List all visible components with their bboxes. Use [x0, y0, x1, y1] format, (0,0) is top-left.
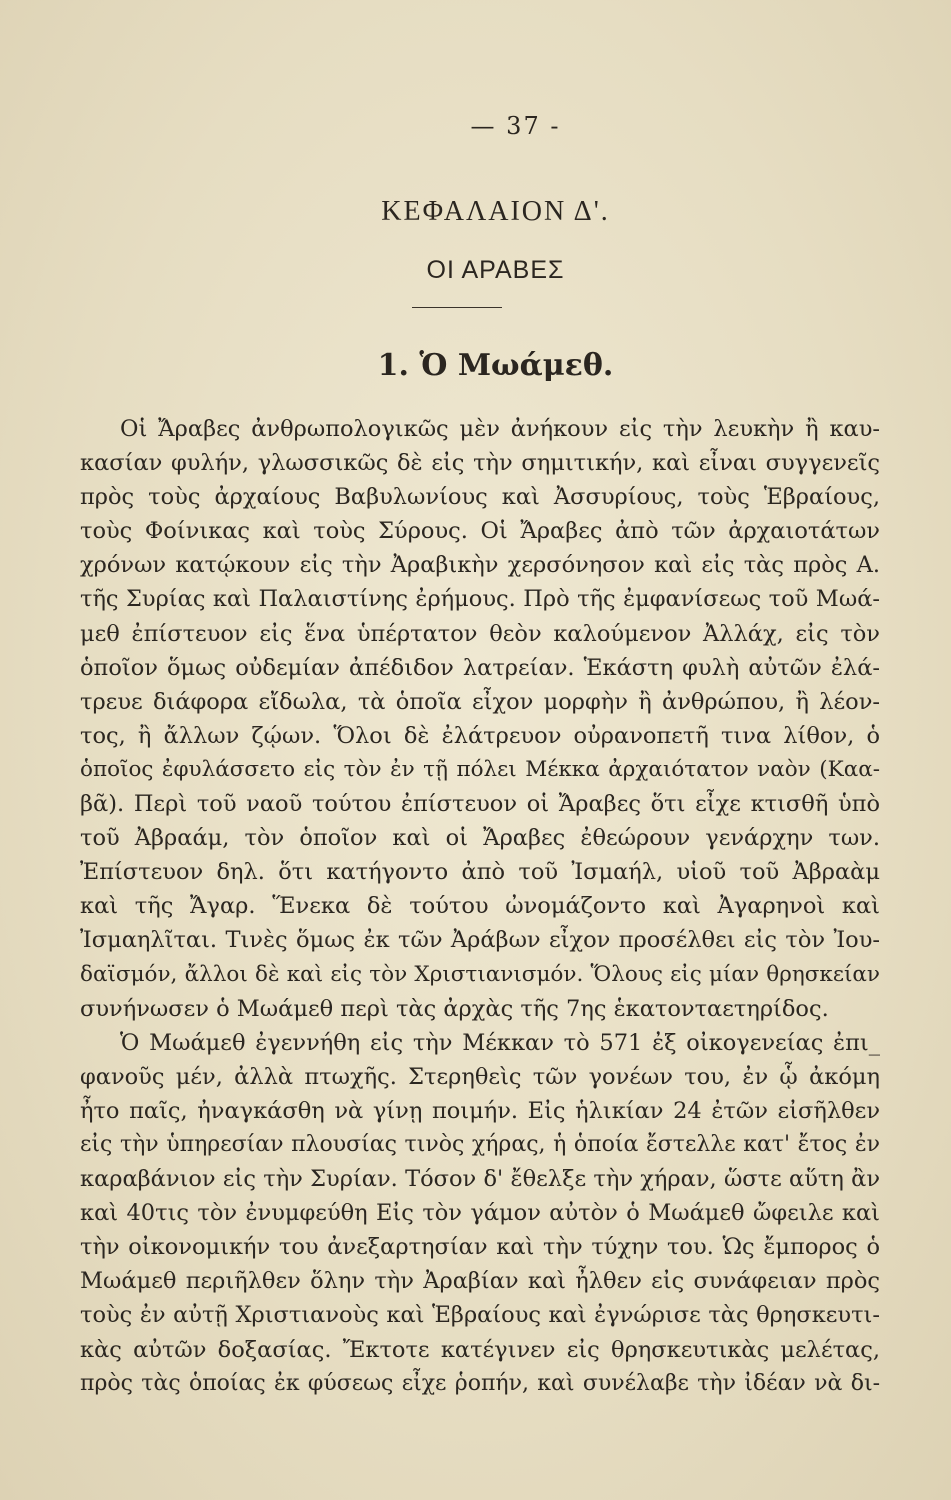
text-line: δαϊσμόν, ἄλλοι δὲ καὶ εἰς τὸν Χριστιανισμόν. Ὅλους εἰς μίαν θρησκείαν	[80, 961, 880, 987]
body-text	[80, 412, 880, 1401]
text-line: τρευε διάφορα εἴδωλα, τὰ ὁποῖα εἶχον μορφὴν ἢ ἀνθρώπου, ἢ λέον-	[80, 688, 880, 715]
subsection-title: 1. Ὁ Μωάμεθ.	[377, 348, 614, 383]
text-line: καραβάνιον εἰς τὴν Συρίαν. Τόσον δ' ἔθελξε τὴν χήραν, ὥστε αὕτη ἂν	[80, 1166, 880, 1193]
text-line: τὴν οἰκονομικήν του ἀνεξαρτησίαν καὶ τὴν τύχην του. Ὡς ἔμπορος ὁ	[80, 1234, 880, 1261]
text-line: ἦτο παῖς, ἠναγκάσθη νὰ γίνῃ ποιμήν. Εἰς ἡλικίαν 24 ἐτῶν εἰσῆλθεν	[80, 1097, 880, 1124]
text-line: Ὁ Μωάμεθ ἐγεννήθη εἰς τὴν Μέκκαν τὸ 571 ἐξ οἰκογενείας ἐπι_	[120, 1029, 880, 1056]
section-title: ΟΙ ΑΡΑΒΕΣ	[426, 256, 565, 284]
text-line: μεθ ἐπίστευον εἰς ἕνα ὑπέρτατον θεὸν καλούμενον Ἀλλάχ, εἰς τὸν	[80, 620, 880, 647]
text-line: Ἰσμαηλῖται. Τινὲς ὅμως ἐκ τῶν Ἀράβων εἶχον προσέλθει εἰς τὸν Ἰου-	[80, 927, 880, 954]
text-line: τῆς Συρίας καὶ Παλαιστίνης ἐρήμους. Πρὸ τῆς ἐμφανίσεως τοῦ Μωά-	[80, 586, 880, 613]
text-line: Οἱ Ἄραβες ἀνθρωπολογικῶς μὲν ἀνήκουν εἰς τὴν λευκὴν ἢ καυ-	[120, 416, 880, 442]
text-line: κασίαν φυλήν, γλωσσικῶς δὲ εἰς τὴν σημιτικήν, καὶ εἶναι συγγενεῖς	[80, 450, 880, 477]
text-line: βᾶ). Περὶ τοῦ ναοῦ τούτου ἐπίστευον οἱ Ἄραβες ὅτι εἶχε κτισθῆ ὑπὸ	[80, 791, 880, 818]
text-line: καὶ 40τις τὸν ἐνυμφεύθη Εἰς τὸν γάμον αὐτὸν ὁ Μωάμεθ ὤφειλε καὶ	[80, 1200, 880, 1227]
text-line: καὶ τῆς Ἄγαρ. Ἕνεκα δὲ τούτου ὠνομάζοντο καὶ Ἀγαρηνοὶ καὶ	[80, 893, 880, 920]
text-line: τοὺς Φοίνικας καὶ τοὺς Σύρους. Οἱ Ἄραβες ἀπὸ τῶν ἀρχαιοτάτων	[80, 518, 880, 545]
text-line: τοῦ Ἀβραάμ, τὸν ὁποῖον καὶ οἱ Ἄραβες ἐθεώρουν γενάρχην των.	[80, 825, 880, 852]
text-line: συνήνωσεν ὁ Μωάμεθ περὶ τὰς ἀρχὰς τῆς 7ης ἑκατονταετηρίδος.	[80, 995, 829, 1022]
text-line: ὁποῖος ἐφυλάσσετο εἰς τὸν ἐν τῇ πόλει Μέκκα ἀρχαιότατον ναὸν (Καα-	[80, 756, 880, 782]
text-line: πρὸς τὰς ὁποίας ἐκ φύσεως εἶχε ῥοπήν, καὶ συνέλαβε τὴν ἰδέαν νὰ δι-	[80, 1370, 880, 1396]
page-number: — 37 -	[470, 112, 561, 140]
text-line: πρὸς τοὺς ἀρχαίους Βαβυλωνίους καὶ Ἀσσυρίους, τοὺς Ἑβραίους,	[80, 484, 880, 511]
title-rule	[412, 307, 502, 308]
text-line: Μωάμεθ περιῆλθεν ὅλην τὴν Ἀραβίαν καὶ ἦλθεν εἰς συνάφειαν πρὸς	[80, 1268, 880, 1295]
text-line: Ἐπίστευον δηλ. ὅτι κατήγοντο ἀπὸ τοῦ Ἰσμαήλ, υἱοῦ τοῦ Ἀβραὰμ	[80, 859, 880, 886]
text-line: χρόνων κατῴκουν εἰς τὴν Ἀραβικὴν χερσόνησον καὶ εἰς τὰς πρὸς Α.	[80, 552, 880, 579]
chapter-title: ΚΕΦΑΛΑΙΟΝ Δ'.	[381, 196, 610, 227]
text-line: κὰς αὐτῶν δοξασίας. Ἔκτοτε κατέγινεν εἰς θρησκευτικὰς μελέτας,	[80, 1336, 880, 1363]
text-line: εἰς τὴν ὑπηρεσίαν πλουσίας τινὸς χήρας, ἡ ὁποία ἔστελλε κατ' ἔτος ἐν	[80, 1131, 880, 1157]
text-line: τος, ἢ ἄλλων ζῴων. Ὅλοι δὲ ἐλάτρευον οὐρανοπετῆ τινα λίθον, ὁ	[80, 722, 880, 749]
text-line: ὁποῖον ὅμως οὐδεμίαν ἀπέδιδον λατρείαν. Ἑκάστη φυλὴ αὐτῶν ἐλά-	[80, 654, 880, 681]
text-line: φανοῦς μέν, ἀλλὰ πτωχῆς. Στερηθεὶς τῶν γονέων του, ἐν ᾧ ἀκόμη	[80, 1063, 880, 1090]
text-line: τοὺς ἐν αὐτῇ Χριστιανοὺς καὶ Ἑβραίους καὶ ἐγνώρισε τὰς θρησκευτι-	[80, 1302, 880, 1329]
